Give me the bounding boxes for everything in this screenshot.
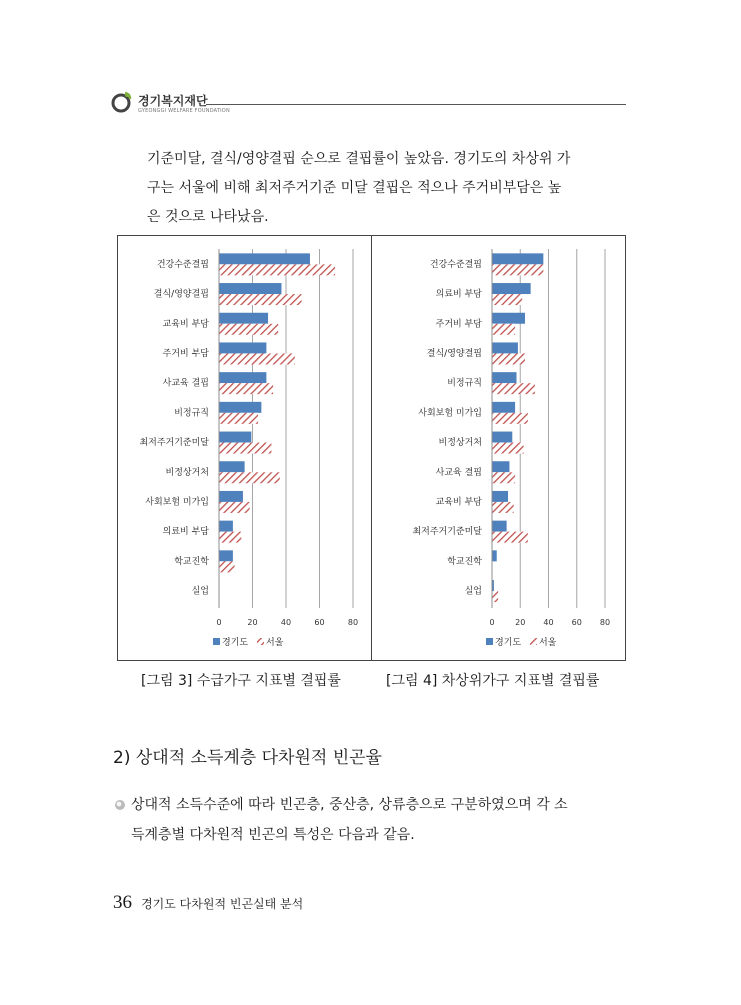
chart-recipient-households (118, 236, 370, 660)
page-number: 36 (113, 892, 132, 913)
bar-seoul (493, 502, 514, 513)
category-label: 비정규직 (174, 408, 209, 419)
legend-label-seoul: 서울 (266, 638, 284, 648)
bar-seoul (493, 413, 528, 424)
legend-swatch-gyeonggi (213, 638, 220, 645)
category-label: 건강수준결핍 (156, 259, 209, 270)
x-tick-label: 20 (247, 618, 258, 627)
foundation-logo-icon (110, 90, 134, 114)
category-label: 주거비 부담 (435, 319, 482, 330)
section-paragraph (131, 790, 631, 850)
category-label: 실업 (191, 586, 209, 597)
page-footer (113, 892, 303, 914)
bar-seoul (493, 472, 516, 483)
bar-gyeonggi (493, 342, 518, 353)
bar-gyeonggi (220, 253, 310, 264)
bar-seoul (220, 413, 259, 424)
bar-gyeonggi (493, 313, 525, 324)
bar-gyeonggi (220, 283, 282, 294)
bar-gyeonggi (220, 313, 269, 324)
bar-seoul (220, 324, 279, 335)
bar-seoul (220, 294, 302, 305)
bar-gyeonggi (220, 432, 252, 443)
bar-gyeonggi (220, 372, 267, 383)
x-tick-label: 40 (280, 618, 292, 627)
category-label: 사회보험 미가입 (418, 408, 482, 419)
legend-swatch-gyeonggi (486, 638, 493, 645)
bar-gyeonggi (220, 402, 262, 413)
bar-gyeonggi (493, 283, 531, 294)
x-tick-label: 80 (347, 618, 359, 627)
bar-seoul (220, 264, 336, 275)
foundation-name: 경기복지재단 (138, 94, 208, 108)
bar-seoul (493, 532, 528, 543)
category-label: 사회보험 미가입 (145, 497, 209, 508)
intro-line-1: 기준미달, 결식/영양결핍 순으로 결핍률이 높았음. 경기도의 차상위 가 (147, 151, 571, 167)
category-label: 학교진학 (174, 556, 209, 567)
intro-line-3: 은 것으로 나타났음. (147, 209, 269, 225)
legend-swatch-seoul (530, 638, 537, 645)
x-tick-label: 0 (489, 618, 495, 627)
bar-gyeonggi (493, 253, 544, 264)
bar-gyeonggi (493, 550, 497, 561)
bar-gyeonggi (220, 521, 233, 532)
bar-seoul (220, 561, 235, 572)
bar-seoul (220, 532, 242, 543)
bullet-icon (114, 799, 126, 811)
category-label: 결식/영양결핍 (426, 348, 482, 359)
category-label: 최저주거기준미달 (139, 438, 209, 449)
bar-seoul (220, 383, 274, 394)
category-label: 사교육 결핍 (435, 467, 482, 478)
bar-seoul (493, 443, 524, 454)
foundation-subtitle: GYEONGGI WELFARE FOUNDATION (138, 108, 230, 114)
category-label: 의료비 부담 (162, 527, 209, 538)
legend-label-gyeonggi: 경기도 (495, 638, 522, 648)
chart-svg (372, 236, 625, 660)
legend-label-gyeonggi: 경기도 (222, 638, 249, 648)
bar-seoul (220, 502, 250, 513)
bar-gyeonggi (493, 402, 516, 413)
figure-4-caption: [그림 4] 차상위가구 지표별 결핍률 (386, 673, 600, 689)
x-tick-label: 80 (599, 618, 611, 627)
figure-3-caption: [그림 3] 수급가구 지표별 결핍률 (141, 673, 341, 689)
section-heading: 2) 상대적 소득계층 다차원적 빈곤율 (113, 748, 382, 768)
chart-near-poor-households (372, 236, 625, 660)
category-label: 의료비 부담 (435, 289, 482, 300)
bar-seoul (493, 591, 499, 602)
bar-gyeonggi (493, 372, 517, 383)
bar-gyeonggi (493, 521, 507, 532)
bar-seoul (493, 294, 523, 305)
x-tick-label: 0 (216, 618, 222, 627)
bar-gyeonggi (493, 580, 494, 591)
category-label: 최저주거기준미달 (412, 527, 482, 538)
bar-gyeonggi (220, 491, 243, 502)
category-label: 비정상거처 (165, 467, 209, 478)
x-tick-label: 60 (314, 618, 325, 627)
category-label: 학교진학 (447, 556, 482, 567)
category-label: 주거비 부담 (162, 348, 209, 359)
section-line-2: 득계층별 다차원적 빈곤의 특성은 다음과 같음. (131, 827, 415, 843)
category-label: 교육비 부담 (162, 319, 209, 330)
bar-seoul (493, 383, 535, 394)
bar-gyeonggi (220, 550, 233, 561)
category-label: 건강수준결핍 (429, 259, 482, 270)
intro-paragraph (147, 145, 630, 232)
page-header (110, 88, 630, 120)
category-label: 비정규직 (447, 378, 482, 389)
bar-seoul (493, 324, 516, 335)
header-rule (206, 104, 626, 105)
category-label: 실업 (464, 586, 482, 597)
bar-seoul (493, 353, 525, 364)
bar-seoul (493, 264, 544, 275)
intro-line-2: 구는 서울에 비해 최저주거기준 미달 결핍은 적으나 주거비부담은 높 (147, 180, 562, 196)
category-label: 사교육 결핍 (162, 378, 209, 389)
bar-gyeonggi (220, 461, 245, 472)
legend-label-seoul: 서울 (539, 638, 557, 648)
bar-seoul (220, 353, 295, 364)
category-label: 결식/영양결핍 (153, 289, 209, 300)
category-label: 교육비 부담 (435, 497, 482, 508)
category-label: 비정상거처 (438, 438, 482, 449)
bar-seoul (220, 443, 272, 454)
bar-gyeonggi (220, 342, 267, 353)
bar-seoul (220, 472, 280, 483)
x-tick-label: 40 (543, 618, 554, 627)
bar-gyeonggi (493, 432, 513, 443)
x-tick-label: 60 (571, 618, 582, 627)
running-title: 경기도 다차원적 빈곤실태 분석 (141, 896, 304, 911)
section-line-1: 상대적 소득수준에 따라 빈곤층, 중산층, 상류층으로 구분하였으며 각 소 (131, 797, 568, 813)
bar-gyeonggi (493, 491, 509, 502)
legend-swatch-seoul (257, 638, 264, 645)
bar-gyeonggi (493, 461, 510, 472)
x-tick-label: 20 (515, 618, 526, 627)
chart-svg (118, 236, 370, 660)
